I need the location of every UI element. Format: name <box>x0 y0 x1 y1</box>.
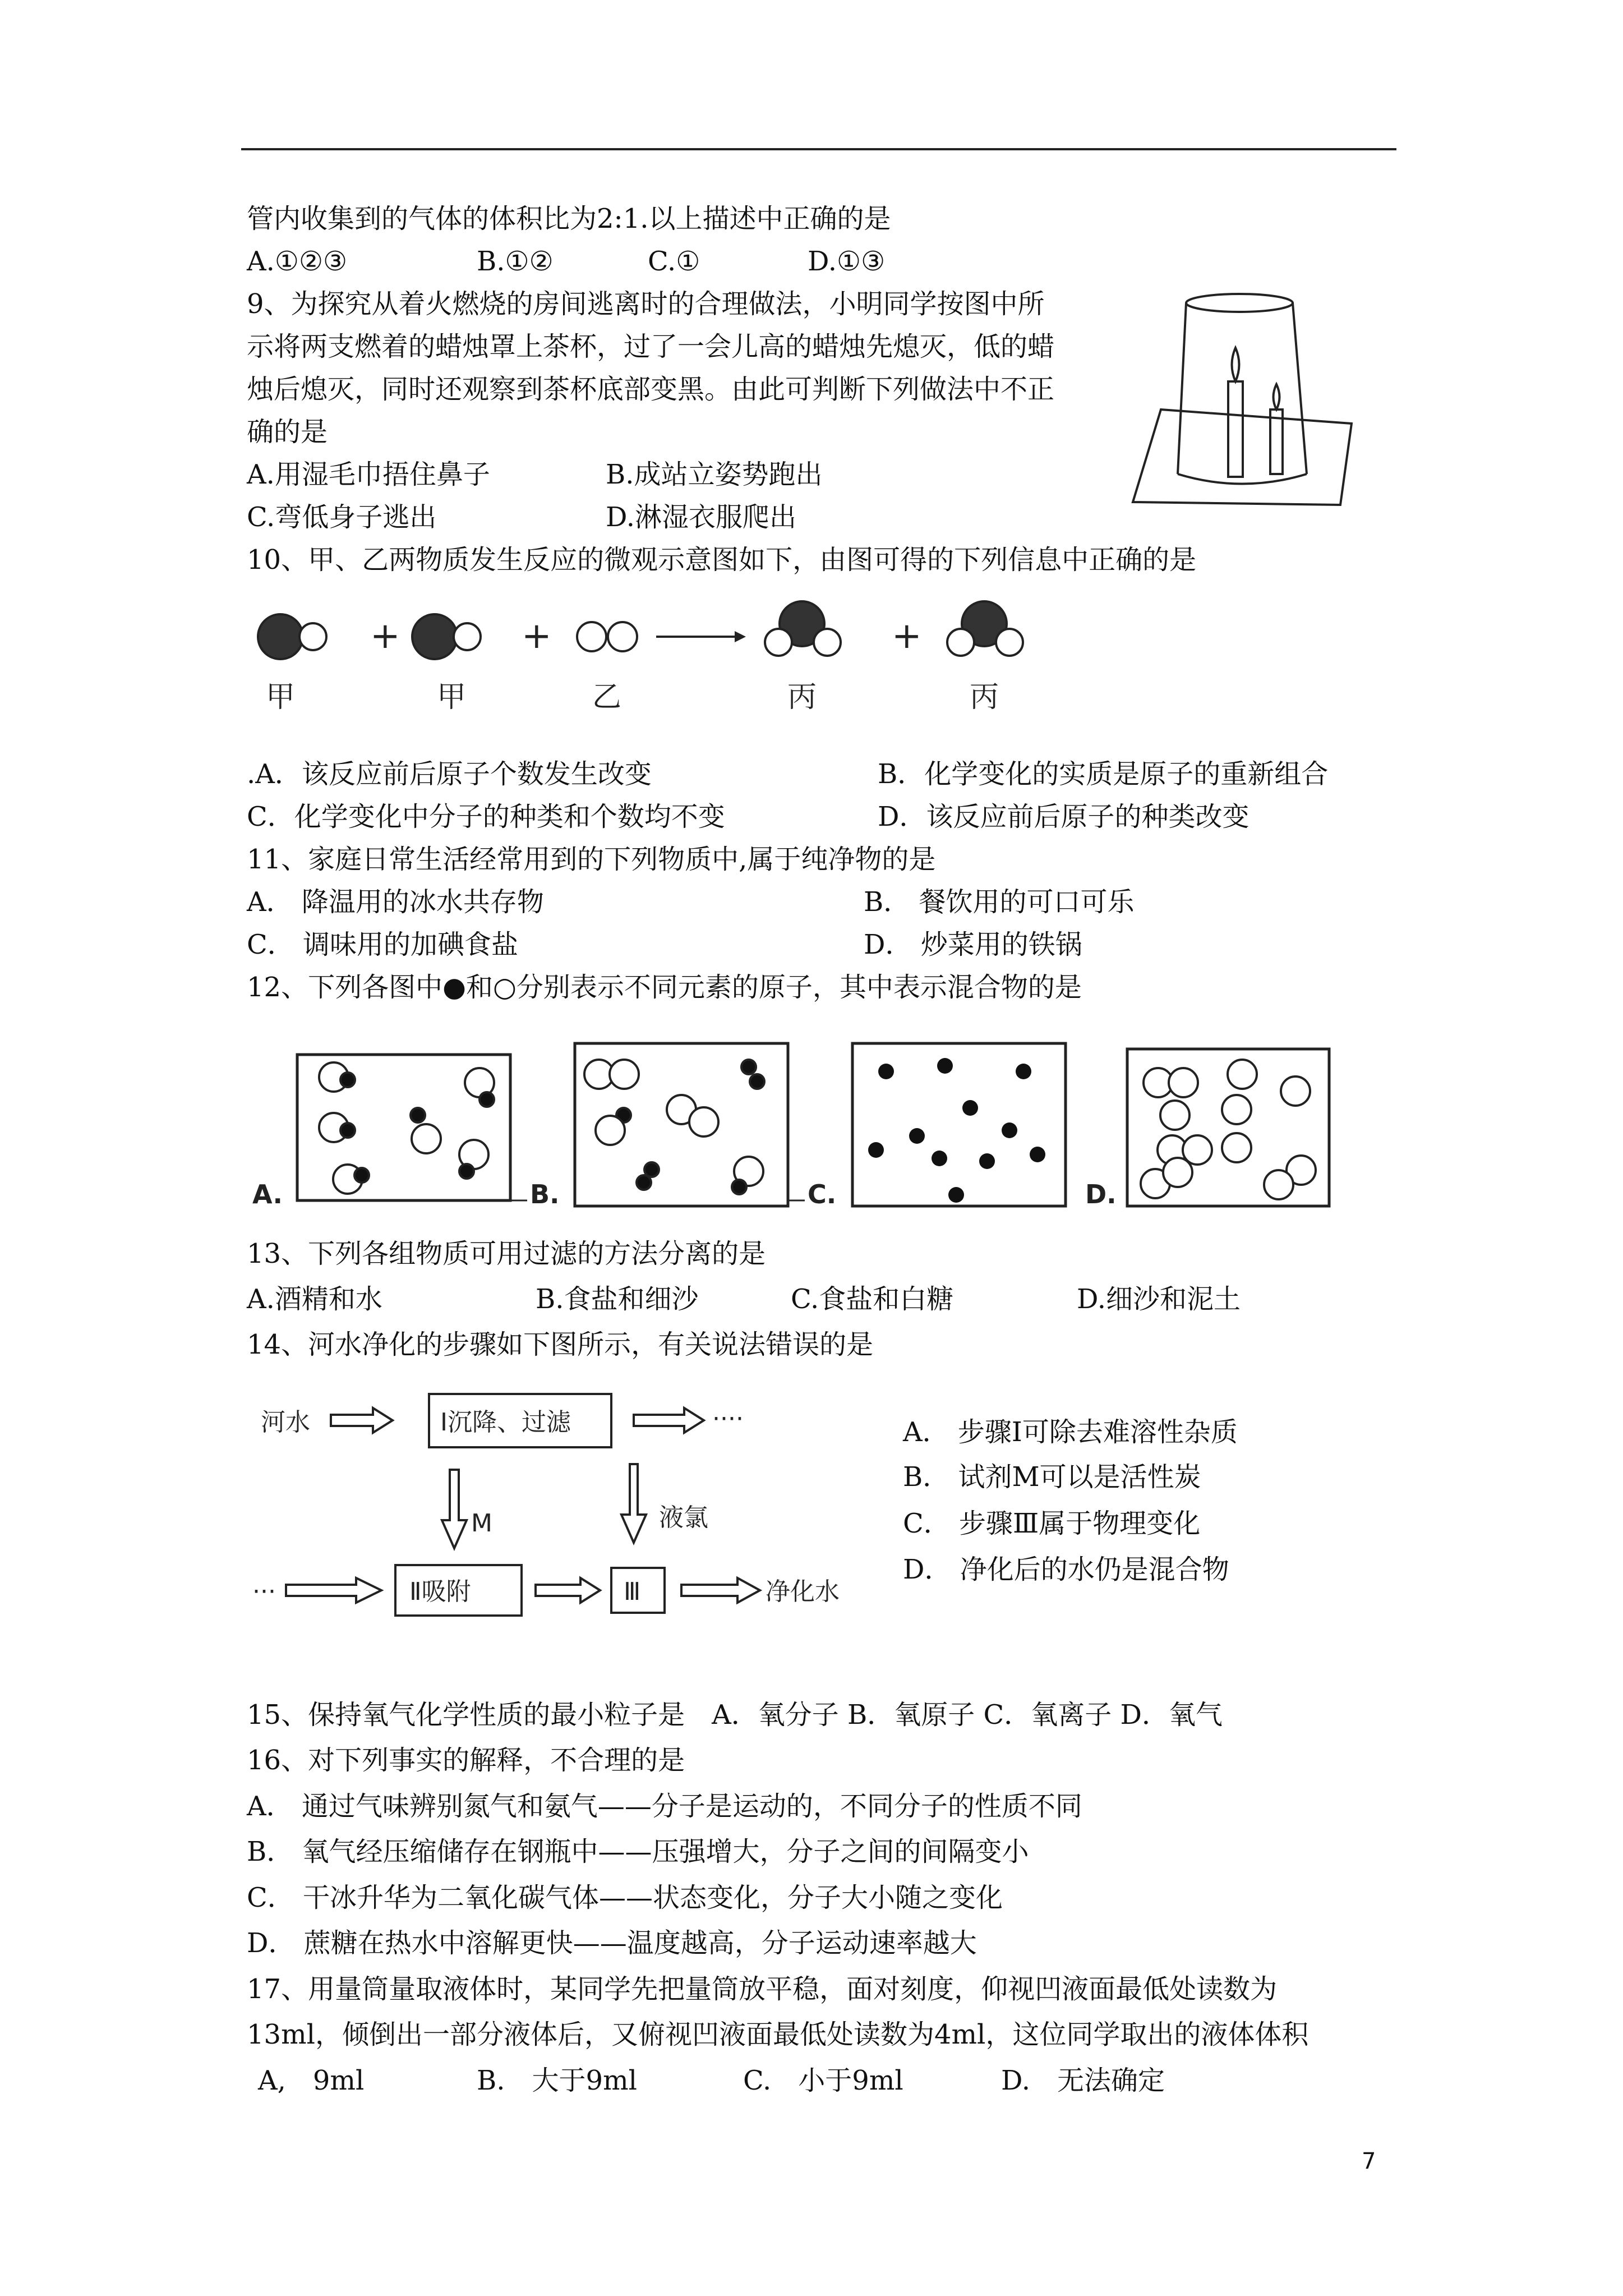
plus-sign: + <box>370 615 400 657</box>
option: A． 步骤Ⅰ可除去难溶性杂质 <box>903 1416 1238 1448</box>
option: D． 蔗糖在热水中溶解更快——温度越高，分子运动速率越大 <box>247 1927 977 1959</box>
option: C． 干冰升华为二氧化碳气体——状态变化，分子大小随之变化 <box>247 1882 1003 1913</box>
option: A.用湿毛巾捂住鼻子 <box>247 459 490 490</box>
question-15: 15、保持氧气化学性质的最小粒子是 A．氧分子 B．氧原子 C．氧离子 D．氧气 <box>247 1699 1223 1731</box>
molecule-label: 丙 <box>787 680 817 714</box>
option: B． 氧气经压缩储存在钢瓶中——压强增大，分子之间的间隔变小 <box>247 1836 1029 1867</box>
flow-step-2: Ⅱ吸附 <box>409 1577 471 1606</box>
water-purification-flowchart <box>247 1380 886 1638</box>
option: C． 步骤Ⅲ属于物理变化 <box>903 1508 1201 1539</box>
question-9: 烛后熄灭，同时还观察到茶杯底部变黑。由此可判断下列做法中不正 <box>247 374 1055 405</box>
option: B． 餐饮用的可口可乐 <box>864 886 1135 918</box>
question-14: 14、河水净化的步骤如下图所示，有关说法错误的是 <box>247 1329 874 1360</box>
molecule-atom-light <box>299 623 326 650</box>
molecule-label: 甲 <box>265 680 296 714</box>
option: D． 炒菜用的铁锅 <box>864 929 1082 960</box>
question-9: 确的是 <box>247 416 328 448</box>
flow-step-3: Ⅲ <box>624 1577 641 1606</box>
molecule-atom-dark <box>258 614 303 659</box>
option: C.弯低身子逃出 <box>247 501 437 533</box>
plus-sign: + <box>522 615 552 657</box>
option: A． 降温用的冰水共存物 <box>247 886 544 918</box>
question-17: 17、用量筒量取液体时，某同学先把量筒放平稳，面对刻度，仰视凹液面最低处读数为 <box>247 1973 1278 2005</box>
question-10: 10、甲、乙两物质发生反应的微观示意图如下，由图可得的下列信息中正确的是 <box>247 544 1197 576</box>
option: B．化学变化的实质是原子的重新组合 <box>878 758 1329 790</box>
question-9: 示将两支燃着的蜡烛罩上茶杯，过了一会儿高的蜡烛先熄灭，低的蜡 <box>247 331 1055 362</box>
flow-start: 河水 <box>261 1408 310 1437</box>
flow-dots: ···· <box>712 1405 744 1433</box>
question-13: 13、下列各组物质可用过滤的方法分离的是 <box>247 1238 766 1269</box>
option: B.食盐和细沙 <box>536 1283 699 1315</box>
molecule-label: 丙 <box>969 680 999 714</box>
question-17: 13ml，倾倒出一部分液体后，又俯视凹液面最低处读数为4ml，这位同学取出的液体体积 <box>247 2019 1309 2050</box>
molecule-label: 乙 <box>592 680 622 714</box>
molecule-label: 甲 <box>436 680 467 714</box>
question-9: 9、为探究从着火燃烧的房间逃离时的合理做法，小明同学按图中所 <box>247 288 1045 320</box>
reaction-diagram <box>241 589 1082 729</box>
option: C.食盐和白糖 <box>791 1283 954 1315</box>
option: C.① <box>648 246 700 277</box>
box-label: D. <box>1085 1179 1117 1209</box>
plus-sign: + <box>892 615 922 657</box>
box-label: C. <box>808 1179 837 1209</box>
option: A.①②③ <box>247 246 348 277</box>
option: D.①③ <box>808 246 886 277</box>
page-number: 7 <box>1362 2148 1376 2174</box>
option: C. 小于9ml <box>743 2065 903 2096</box>
option: D.细沙和泥土 <box>1077 1283 1241 1315</box>
header-rule <box>241 148 1396 150</box>
option: .A．该反应前后原子个数发生改变 <box>247 758 652 790</box>
reagent-chlorine: 液氯 <box>659 1503 708 1532</box>
flow-dots: ··· <box>252 1577 276 1606</box>
option: B． 试剂M可以是活性炭 <box>903 1461 1201 1493</box>
option: D．该反应前后原子的种类改变 <box>878 801 1249 832</box>
candle-cup-figure <box>1122 280 1374 516</box>
question-12: 12、下列各图中●和○分别表示不同元素的原子，其中表示混合物的是 <box>247 972 1082 1003</box>
reagent-m: M <box>471 1509 492 1538</box>
flow-step-1: Ⅰ沉降、过滤 <box>440 1408 571 1437</box>
box-label: B. <box>530 1179 560 1209</box>
box-label: A. <box>252 1179 283 1209</box>
option: B. 大于9ml <box>477 2065 637 2096</box>
option: B.①② <box>477 246 554 277</box>
option: D． 净化后的水仍是混合物 <box>903 1554 1229 1585</box>
flow-end: 净化水 <box>766 1577 840 1606</box>
option: D.淋湿衣服爬出 <box>606 501 797 533</box>
option: A． 通过气味辨别氮气和氨气——分子是运动的，不同分子的性质不同 <box>247 1791 1082 1822</box>
text-line: 管内收集到的气体的体积比为2:1.以上描述中正确的是 <box>247 203 891 234</box>
option: B.成站立姿势跑出 <box>606 459 823 490</box>
option: A, 9ml <box>258 2065 365 2096</box>
option: C．化学变化中分子的种类和个数均不变 <box>247 801 725 832</box>
option: D. 无法确定 <box>1001 2065 1165 2096</box>
option: C． 调味用的加碘食盐 <box>247 929 518 960</box>
option: A.酒精和水 <box>247 1283 382 1315</box>
question-16: 16、对下列事实的解释，不合理的是 <box>247 1745 685 1776</box>
particle-boxes-figure <box>247 1032 1368 1217</box>
question-11: 11、家庭日常生活经常用到的下列物质中,属于纯净物的是 <box>247 844 936 875</box>
